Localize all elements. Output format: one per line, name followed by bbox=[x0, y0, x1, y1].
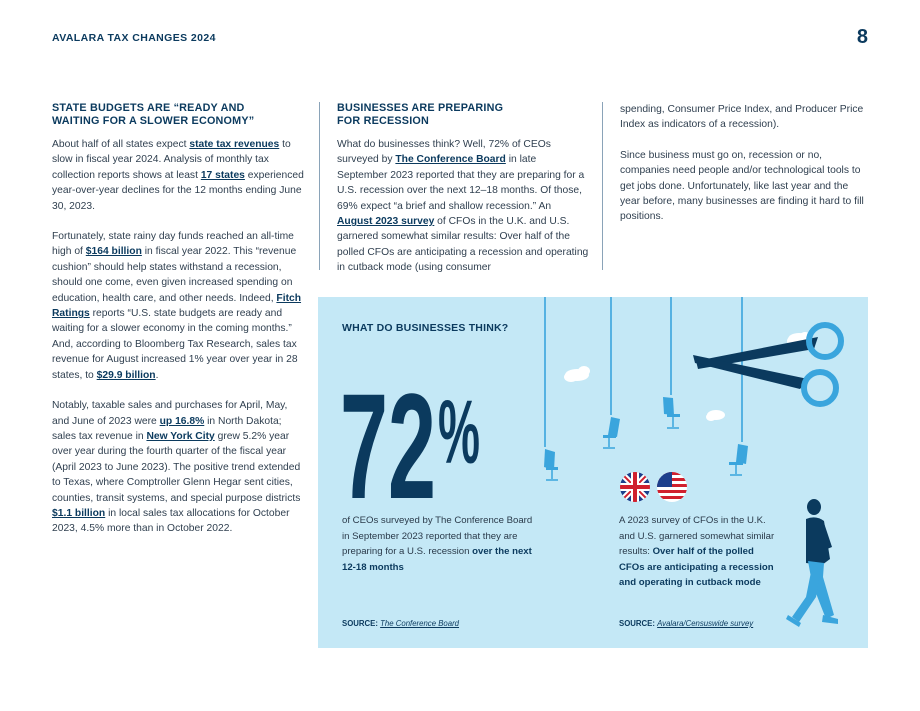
link-fitch-ratings[interactable]: Fitch Ratings bbox=[52, 292, 302, 320]
scissors-icon bbox=[693, 325, 841, 404]
paragraph: spending, Consumer Price Index, and Producer Price Index as indicators of a recession). bbox=[620, 104, 864, 131]
big-number: 72 bbox=[340, 383, 436, 503]
office-chair-icon bbox=[544, 449, 558, 480]
link-new-york-city[interactable]: New York City bbox=[146, 430, 215, 442]
paragraph: Fortunately, state rainy day funds reached an all-time high of $164 billion in fiscal year 2022. This “revenue cushion” should help states withstand a recession, should one come, even given increased spending on education, health care, and other needs. Indeed, Fitch Ratings reports “U.S. state budgets are ready and waiting for a slower economy in the coming months.” And, according to Bloomberg Tax Research, sales tax revenue for August increased 1% year over year in 28 states, to $29.9 billion. bbox=[52, 231, 302, 381]
column-divider bbox=[319, 102, 320, 270]
link-29-9-billion[interactable]: $29.9 billion bbox=[96, 369, 156, 381]
paragraph: About half of all states expect state tax revenues to slow in fiscal year 2024. Analysis of monthly tax collection reports shows at least 17 states experienced year-over-year declines for the 12 months ending June 30, 2023. bbox=[52, 139, 304, 212]
office-chair-icon bbox=[729, 444, 748, 475]
column-businesses-preparing bbox=[337, 102, 589, 291]
page-number: 8 bbox=[856, 26, 868, 48]
column-state-budgets bbox=[52, 102, 304, 552]
left-stat-text: of CEOs surveyed by The Conference Board in September 2023 reported that they are preparing for a U.S. recession over the next 12-18 months bbox=[342, 515, 533, 573]
left-source: SOURCE: The Conference Board bbox=[342, 619, 460, 628]
walking-person-icon bbox=[786, 499, 838, 627]
section-heading: STATE BUDGETS ARE “READY AND WAITING FOR A SLOWER ECONOMY” bbox=[52, 102, 255, 127]
link-state-tax-revenues[interactable]: state tax revenues bbox=[189, 139, 280, 150]
link-164-billion[interactable]: $164 billion bbox=[85, 246, 142, 258]
paragraph: Since business must go on, recession or no, companies need people and/or technological tools to get jobs done. Unfortunately, like last year and the year before, many businesses are finding it hard to fill positions. bbox=[620, 149, 864, 223]
column-divider bbox=[602, 102, 603, 270]
big-percent: % bbox=[438, 383, 480, 483]
uk-flag-icon bbox=[618, 470, 652, 504]
link-17-states[interactable]: 17 states bbox=[200, 169, 245, 181]
cloud-icon bbox=[706, 410, 725, 421]
us-flag-icon bbox=[655, 470, 689, 505]
right-source: SOURCE: Avalara/Censuswide survey bbox=[619, 619, 754, 628]
office-chair-icon bbox=[663, 397, 680, 428]
running-header: AVALARA TAX CHANGES 2024 bbox=[52, 32, 216, 44]
office-chair-icon bbox=[603, 417, 620, 448]
link-1-1-billion[interactable]: $1.1 billion bbox=[52, 507, 106, 519]
paragraph: Notably, taxable sales and purchases for April, May, and June of 2023 were up 16.8% in North Dakota; sales tax revenue in New York City grew 5.2% year over year during the fourth quarter of the fiscal year (April 2023 to June 2023). The positive trend extended to Texas, where Comptroller Glenn Hegar sent cities, counties, transit systems, and special purpose districts $1.1 billion in local sales tax allocations for October 2023, 4.5% more than in October 2022. bbox=[52, 400, 301, 535]
column-continued bbox=[620, 102, 870, 240]
section-heading: BUSINESSES ARE PREPARING FOR RECESSION bbox=[337, 102, 504, 127]
link-conference-board[interactable]: The Conference Board bbox=[395, 154, 506, 166]
link-august-2023-survey[interactable]: August 2023 survey bbox=[337, 216, 435, 228]
link-source-conference-board[interactable]: The Conference Board bbox=[380, 619, 460, 628]
big-stat-72-percent bbox=[338, 383, 488, 503]
cloud-icon bbox=[564, 366, 590, 382]
infographic-panel bbox=[318, 297, 868, 648]
panel-title: WHAT DO BUSINESSES THINK? bbox=[342, 322, 509, 334]
paragraph: What do businesses think? Well, 72% of CEOs surveyed by The Conference Board in late September 2023 reported that they are preparing for a U.S. recession over the next 12–18 months. Of those, 69% expect “a brief and shallow recession.” An August 2023 survey of CFOs in the U.K. and U.S. garnered somewhat similar results: Over half of the polled CFOs are anticipating a recession and operating in cutback mode (using consumer bbox=[337, 139, 589, 274]
link-up-16-8[interactable]: up 16.8% bbox=[159, 415, 205, 427]
right-stat-text: A 2023 survey of CFOs in the U.K. and U.S. garnered somewhat similar results: Over half of the polled CFOs are anticipating a recession and operating in cutback mode bbox=[619, 515, 775, 588]
link-source-avalara-censuswide[interactable]: Avalara/Censuswide survey bbox=[657, 619, 754, 628]
